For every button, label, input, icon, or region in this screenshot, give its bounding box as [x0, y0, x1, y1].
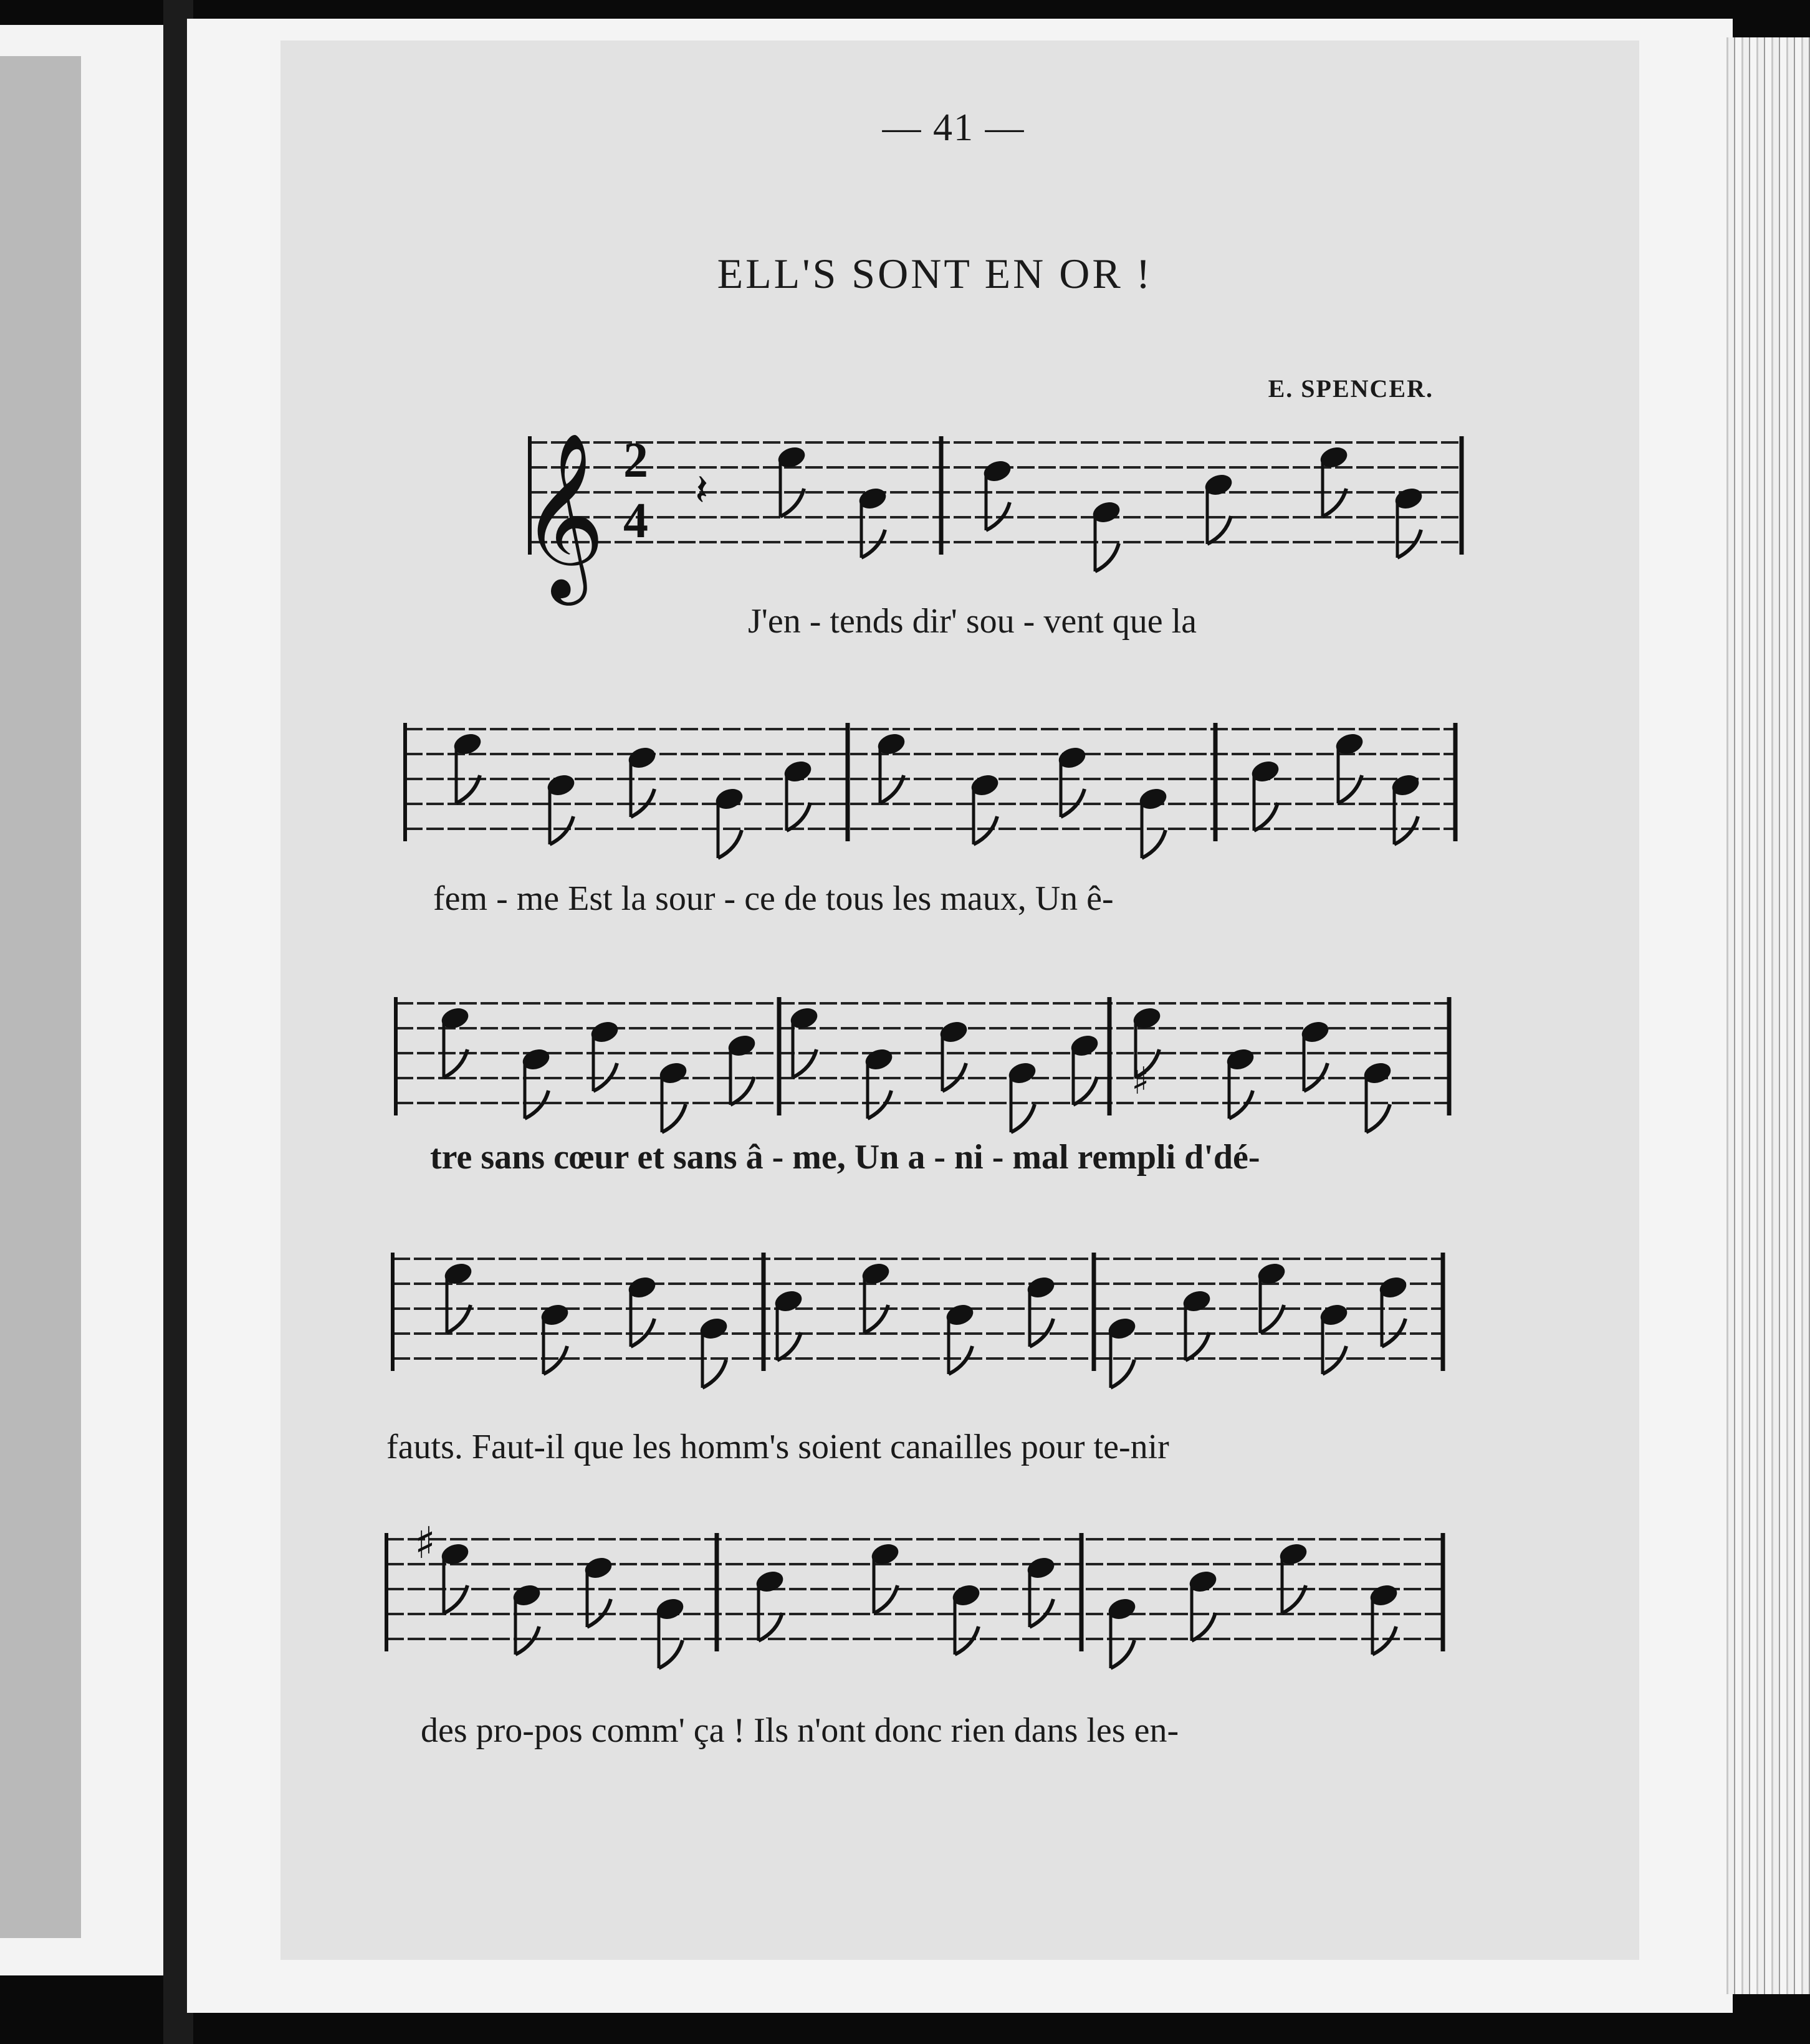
- page-number: — 41 —: [882, 107, 1025, 149]
- time-signature-bottom: 4: [623, 494, 648, 548]
- note-flag: [1142, 830, 1166, 858]
- note-flag: [525, 1091, 548, 1119]
- lyrics-line-2: fem - me Est la sour - ce de tous les maux, Un ê-: [433, 879, 1114, 918]
- note-flag: [955, 1626, 979, 1655]
- note-flag: [974, 816, 997, 844]
- note-flag: [949, 1346, 972, 1374]
- note-flag: [868, 1091, 891, 1119]
- treble-clef-icon: 𝄞: [520, 432, 605, 598]
- note-flag: [1372, 1626, 1396, 1655]
- note-flag: [718, 830, 742, 858]
- note-flag: [1229, 1091, 1253, 1119]
- note-flag: [550, 816, 573, 844]
- note-flag: [515, 1626, 539, 1655]
- note-flag: [1185, 1332, 1209, 1360]
- lyrics-line-4: fauts. Faut-il que les homm's soient canailles pour te-nir: [386, 1428, 1169, 1466]
- note-flag: [1366, 1104, 1390, 1132]
- note-flag: [1011, 1104, 1035, 1132]
- note-flag: [662, 1104, 686, 1132]
- note-flag: [1207, 516, 1231, 544]
- sharp-icon: ♯: [414, 1517, 436, 1569]
- note-flag: [702, 1360, 726, 1388]
- note-flag: [777, 1332, 801, 1360]
- note-flag: [543, 1346, 567, 1374]
- lyrics-line-3: tre sans cœur et sans â - me, Un a - ni - mal rempli d'dé-: [430, 1138, 1260, 1177]
- note-flag: [1111, 1640, 1134, 1668]
- note-flag: [787, 803, 810, 831]
- song-title: ELL'S SONT EN OR !: [717, 250, 1153, 297]
- lyrics-line-1: J'en - tends dir' sou - vent que la: [748, 602, 1197, 641]
- note-flag: [1073, 1077, 1097, 1105]
- note-flag: [659, 1640, 682, 1668]
- time-signature-top: 2: [623, 433, 648, 488]
- sharp-icon: ♯: [1131, 1059, 1150, 1103]
- note-flag: [861, 530, 885, 558]
- note-flag: [1192, 1613, 1215, 1641]
- note-flag: [730, 1077, 754, 1105]
- quarter-rest-icon: 𝄽: [695, 464, 709, 515]
- lyrics-line-5: des pro-pos comm' ça ! Ils n'ont donc rien dans les en-: [421, 1711, 1179, 1750]
- composer-name: E. SPENCER.: [1268, 375, 1434, 403]
- note-flag: [1095, 543, 1119, 571]
- note-flag: [1111, 1360, 1134, 1388]
- note-flag: [759, 1613, 782, 1641]
- note-flag: [1394, 816, 1418, 844]
- note-flag: [1397, 530, 1421, 558]
- note-flag: [1323, 1346, 1346, 1374]
- note-flag: [1254, 803, 1278, 831]
